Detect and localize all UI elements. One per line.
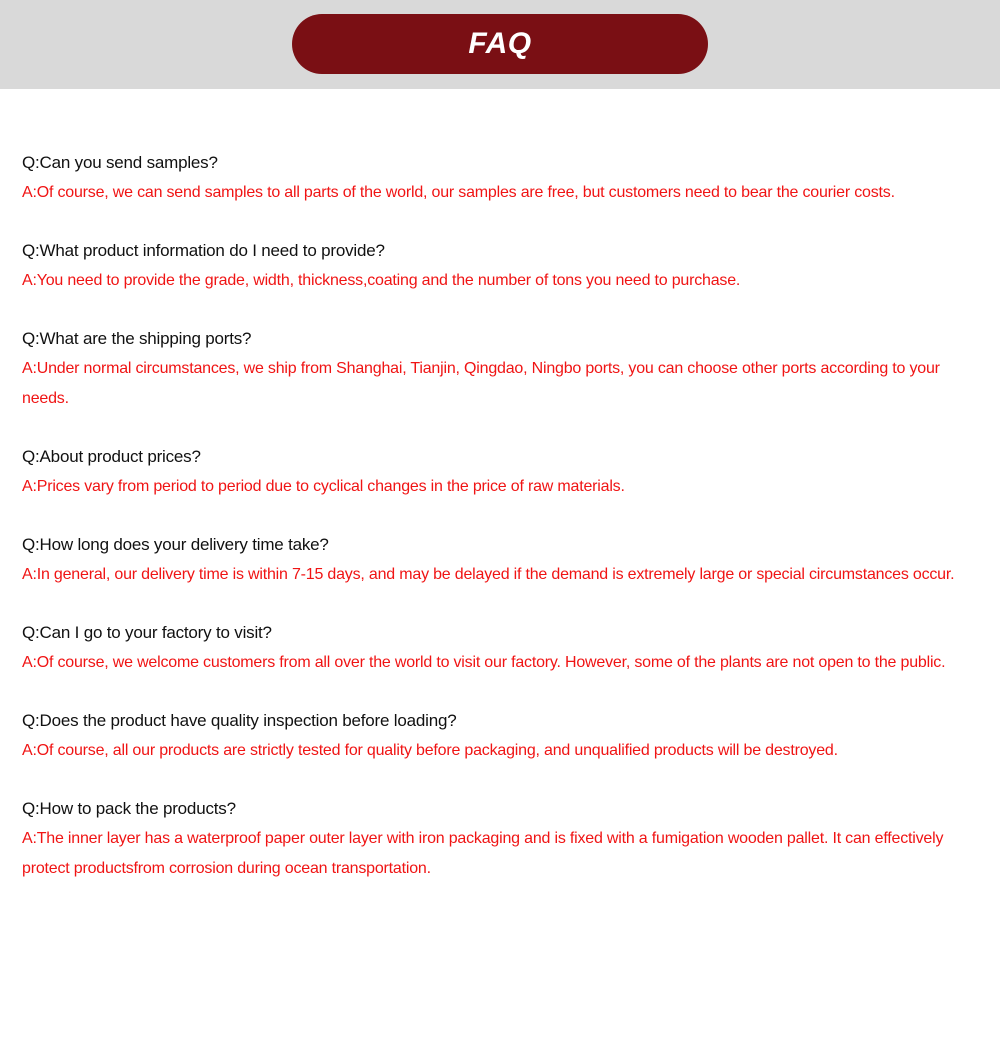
faq-item (22, 706, 982, 766)
faq-answer: A:In general, our delivery time is within 7-15 days, and may be delayed if the demand is extremely large or special circumstances occur. (22, 566, 955, 583)
title-banner (292, 14, 708, 74)
faq-question: Q:How to pack the products? (22, 799, 236, 818)
faq-question: Q:How long does your delivery time take? (22, 535, 329, 554)
faq-item (22, 442, 982, 502)
faq-question: Q:What are the shipping ports? (22, 329, 252, 348)
faq-question: Q:About product prices? (22, 447, 201, 466)
header-band (0, 0, 1000, 89)
faq-answer: A:Prices vary from period to period due to cyclical changes in the price of raw materials. (22, 478, 625, 495)
faq-item (22, 618, 982, 678)
faq-answer: A:You need to provide the grade, width, thickness,coating and the number of tons you need to purchase. (22, 272, 741, 289)
faq-answer: A:The inner layer has a waterproof paper outer layer with iron packaging and is fixed with a fumigation wooden pallet. It can effectively protect productsfrom corrosion during ocean transportation. (22, 830, 944, 877)
faq-question: Q:What product information do I need to provide? (22, 241, 385, 260)
page-title: FAQ (468, 27, 532, 60)
faq-question: Q:Can I go to your factory to visit? (22, 623, 272, 642)
faq-answer: A:Of course, we can send samples to all parts of the world, our samples are free, but customers need to bear the courier costs. (22, 184, 895, 201)
faq-answer: A:Under normal circumstances, we ship from Shanghai, Tianjin, Qingdao, Ningbo ports, you can choose other ports according to your needs. (22, 360, 940, 407)
faq-question: Q:Can you send samples? (22, 153, 218, 172)
faq-list (22, 148, 982, 912)
faq-item (22, 148, 982, 208)
faq-item (22, 324, 982, 414)
faq-answer: A:Of course, we welcome customers from all over the world to visit our factory. However, some of the plants are not open to the public. (22, 654, 946, 671)
faq-item (22, 794, 982, 884)
faq-answer: A:Of course, all our products are strictly tested for quality before packaging, and unqualified products will be destroyed. (22, 742, 838, 759)
faq-question: Q:Does the product have quality inspection before loading? (22, 711, 457, 730)
faq-item (22, 236, 982, 296)
faq-item (22, 530, 982, 590)
